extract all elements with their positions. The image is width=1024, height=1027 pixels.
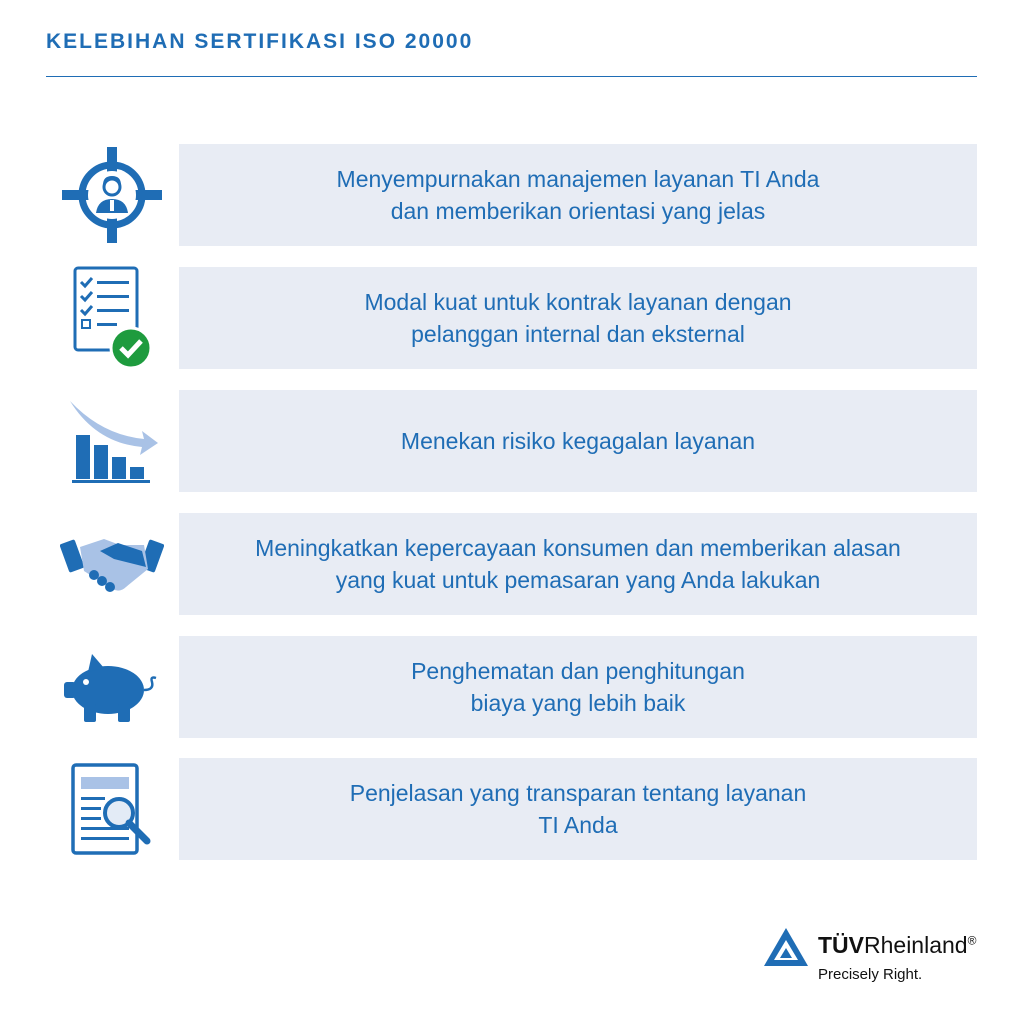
piggy-bank-icon (46, 636, 178, 738)
target-person-icon (46, 144, 178, 246)
benefit-text-5 (179, 636, 977, 738)
benefit-text-4 (179, 513, 977, 615)
brand-tagline: Precisely Right. (818, 966, 923, 983)
brand-bold: TÜV (818, 932, 864, 958)
benefit-line: Modal kuat untuk kontrak layanan dengan (364, 289, 792, 315)
benefit-row-2 (46, 267, 977, 369)
brand-name (818, 932, 976, 959)
benefit-row-3 (46, 390, 977, 492)
benefit-line: Penjelasan yang transparan tentang layanan (349, 780, 807, 806)
benefit-line: Meningkatkan kepercayaan konsumen dan memberikan alasan (255, 535, 901, 561)
registered-mark: ® (967, 933, 977, 948)
page-title: KELEBIHAN SERTIFIKASI ISO 20000 (46, 30, 474, 53)
benefit-line: Menekan risiko kegagalan layanan (400, 428, 756, 454)
checklist-icon (46, 267, 178, 369)
benefit-text-1 (179, 144, 977, 246)
benefit-row-5 (46, 636, 977, 738)
benefit-line: Penghematan dan penghitungan (411, 658, 745, 684)
benefit-text-2 (179, 267, 977, 369)
benefit-text-3 (179, 390, 977, 492)
benefit-text-6 (179, 758, 977, 860)
benefit-line: Menyempurnakan manajemen layanan TI Anda (336, 166, 820, 192)
benefit-row-6 (46, 758, 977, 860)
tuv-triangle-icon (762, 926, 810, 968)
benefit-line: TI Anda (538, 812, 618, 838)
document-search-icon (46, 758, 178, 860)
benefit-row-1 (46, 144, 977, 246)
benefit-line: pelanggan internal dan eksternal (411, 321, 745, 347)
declining-chart-icon (46, 390, 178, 492)
brand-rest: Rheinland (864, 932, 968, 958)
benefit-line: yang kuat untuk pemasaran yang Anda lakukan (335, 567, 821, 593)
tuv-rheinland-logo (762, 926, 1002, 986)
benefit-line: dan memberikan orientasi yang jelas (390, 198, 766, 224)
benefit-line: biaya yang lebih baik (470, 690, 686, 716)
benefit-row-4 (46, 513, 977, 615)
handshake-icon (46, 513, 178, 615)
title-divider (46, 76, 977, 77)
